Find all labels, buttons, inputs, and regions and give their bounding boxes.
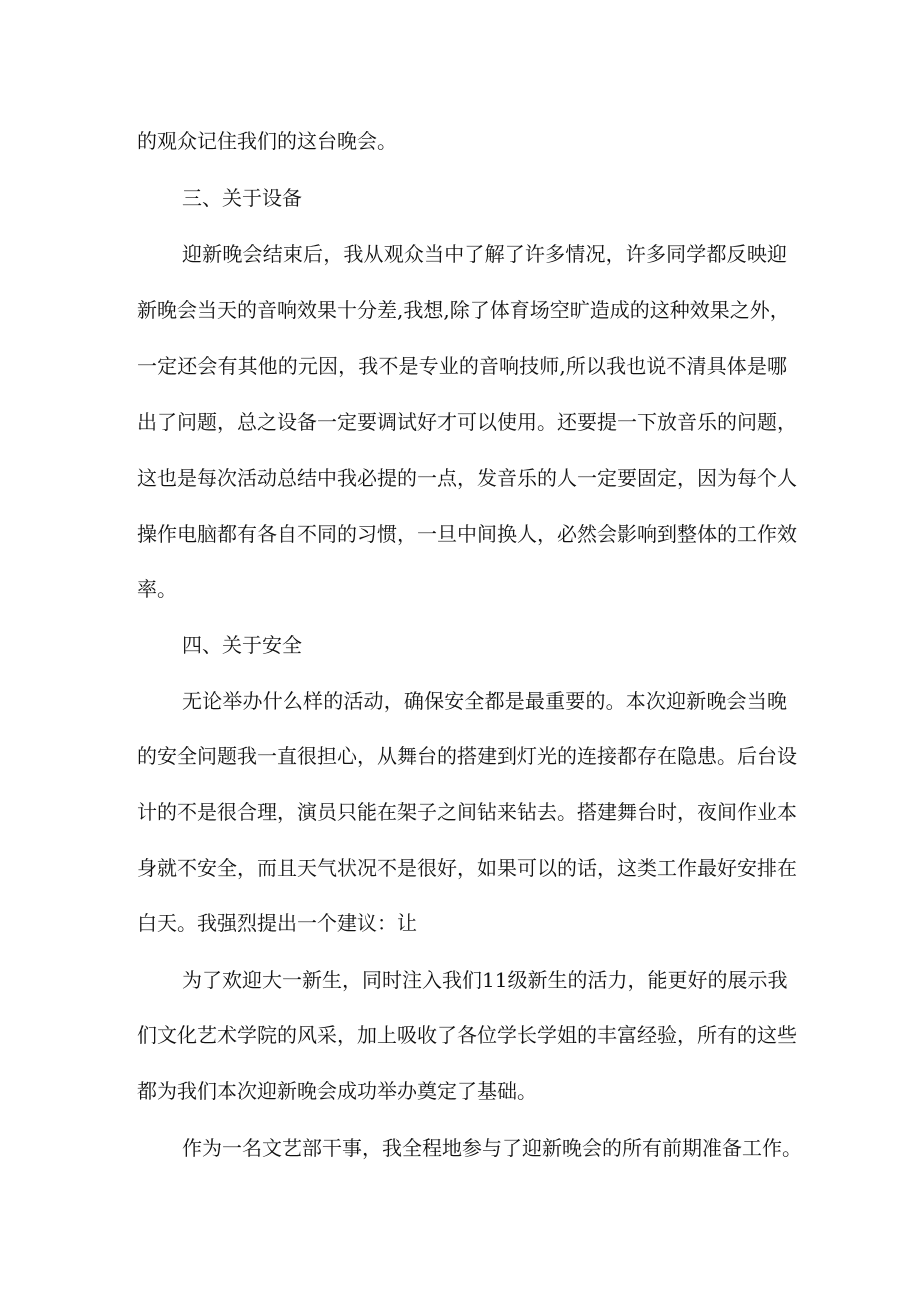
text-line: 这也是每次活动总结中我必提的一点，发音乐的人一定要固定，因为每个人 bbox=[137, 466, 797, 490]
text-line: 出了问题，总之设备一定要调试好才可以使用。还要提一下放音乐的问题， bbox=[137, 410, 797, 434]
text-line: 迎新晚会结束后，我从观众当中了解了许多情况，许多同学都反映迎 bbox=[182, 242, 787, 266]
text-line: 无论举办什么样的活动，确保安全都是最重要的。本次迎新晚会当晚 bbox=[182, 689, 787, 713]
text-line: 的安全问题我一直很担心，从舞台的搭建到灯光的连接都存在隐患。后台设 bbox=[137, 744, 797, 768]
text-line: 作为一名文艺部干事，我全程地参与了迎新晚会的所有前期准备工作。 bbox=[182, 1136, 802, 1160]
text-line: 一定还会有其他的元因，我不是专业的音响技师,所以我也说不清具体是哪 bbox=[137, 354, 787, 378]
text-line: 的观众记住我们的这台晚会。 bbox=[137, 129, 397, 153]
text-line: 率。 bbox=[137, 577, 177, 601]
text-line: 都为我们本次迎新晚会成功举办奠定了基础。 bbox=[137, 1079, 537, 1103]
text-line: 白天。我强烈提出一个建议：让 bbox=[137, 911, 417, 935]
text-line: 操作电脑都有各自不同的习惯，一旦中间换人，必然会影响到整体的工作效 bbox=[137, 522, 797, 546]
text-line: 计的不是很合理，演员只能在架子之间钻来钻去。搭建舞台时，夜间作业本 bbox=[137, 800, 797, 824]
section-heading-equipment: 三、关于设备 bbox=[182, 186, 302, 210]
text-line: 新晚会当天的音响效果十分差,我想,除了体育场空旷造成的这种效果之外， bbox=[137, 298, 790, 322]
section-heading-safety: 四、关于安全 bbox=[182, 633, 302, 657]
text-line: 为了欢迎大一新生，同时注入我们11级新生的活力，能更好的展示我 bbox=[182, 968, 788, 992]
text-line: 身就不安全，而且天气状况不是很好，如果可以的话，这类工作最好安排在 bbox=[137, 856, 797, 880]
text-line: 们文化艺术学院的风采，加上吸收了各位学长学姐的丰富经验，所有的这些 bbox=[137, 1023, 797, 1047]
